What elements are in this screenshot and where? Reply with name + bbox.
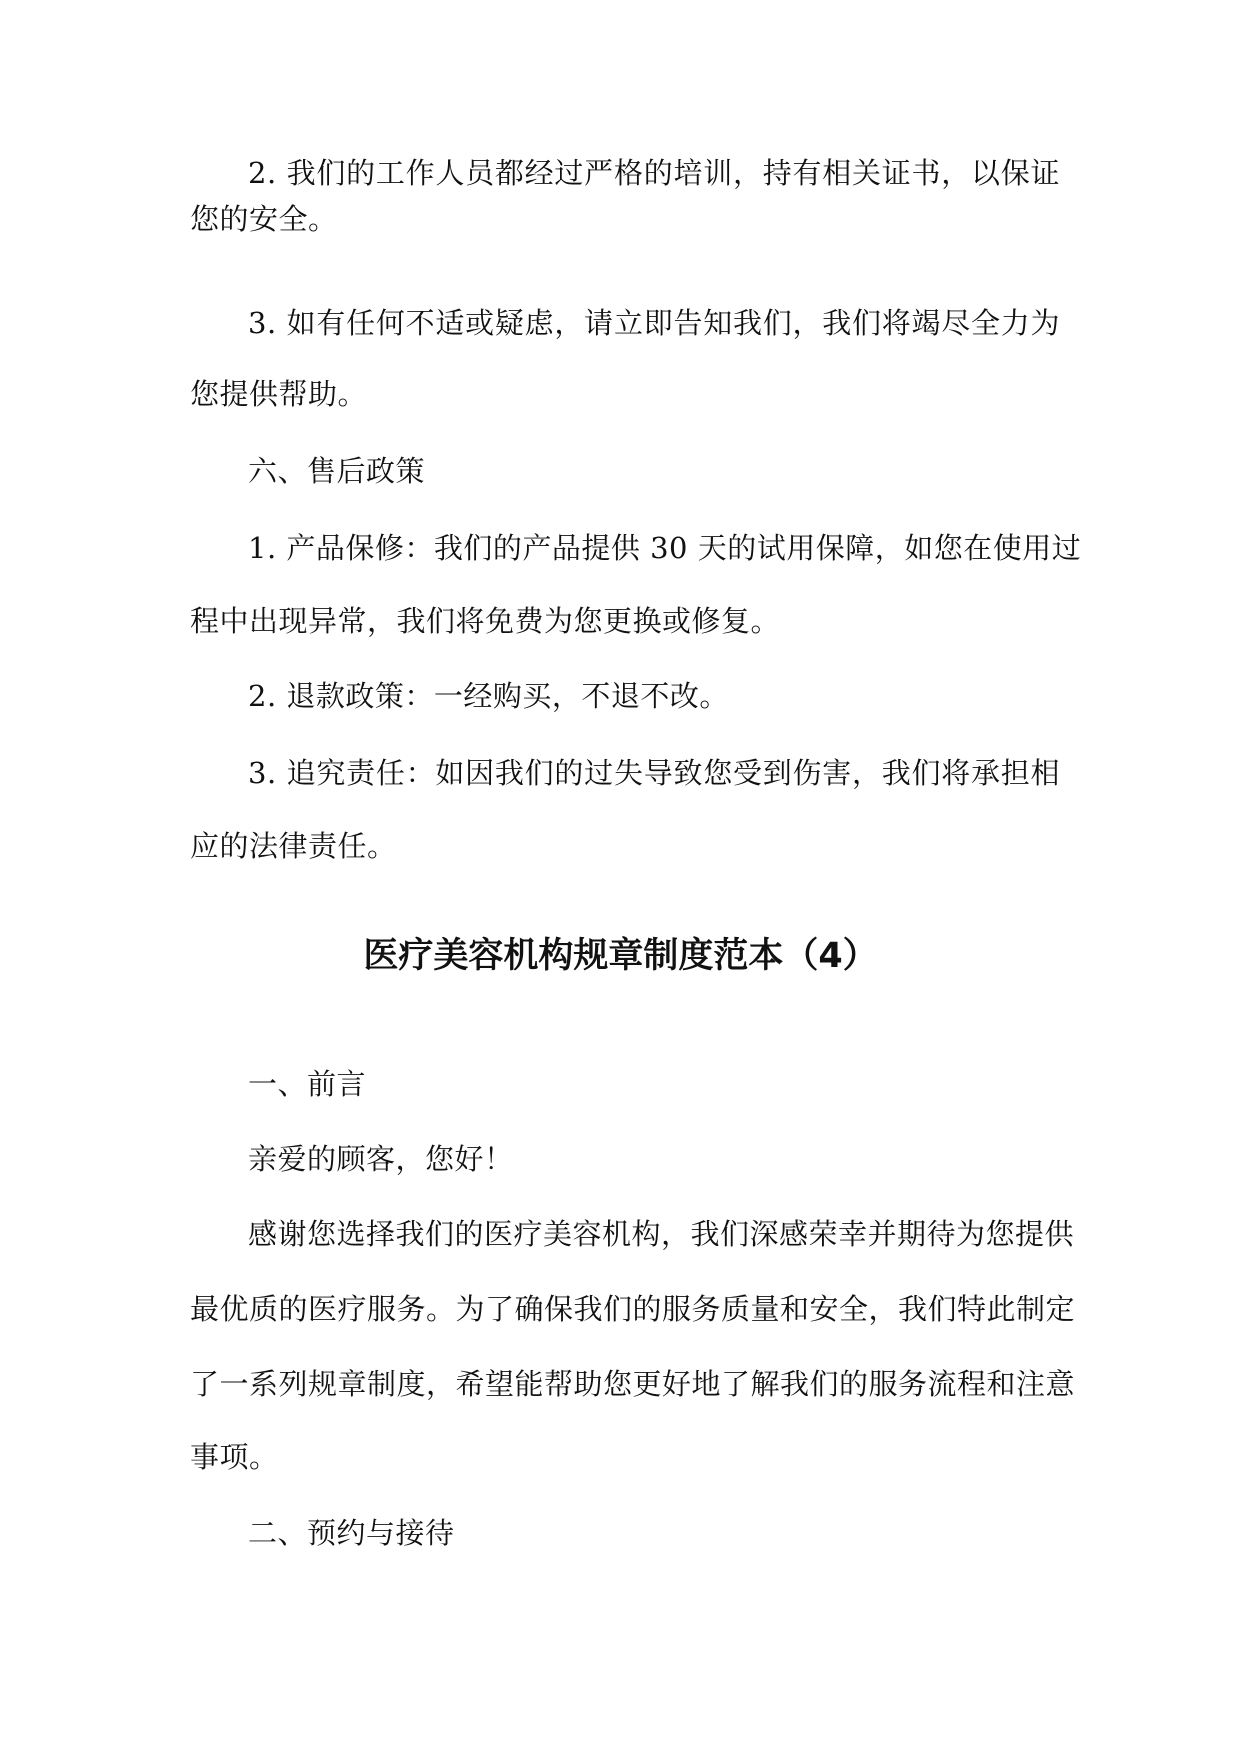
- paragraph-line: 亲爱的顾客，您好！: [248, 1142, 514, 1176]
- paragraph-line: 程中出现异常，我们将免费为您更换或修复。: [190, 604, 781, 638]
- paragraph-line: 2. 退款政策：一经购买，不退不改。: [248, 679, 729, 713]
- paragraph-line: 您的安全。: [190, 202, 338, 236]
- paragraph-line: 感谢您选择我们的医疗美容机构，我们深感荣幸并期待为您提供: [248, 1217, 1075, 1251]
- paragraph-line: 事项。: [190, 1440, 279, 1474]
- section-heading: 一、前言: [248, 1067, 367, 1101]
- paragraph-line: 应的法律责任。: [190, 829, 397, 863]
- section-heading: 二、预约与接待: [248, 1516, 455, 1550]
- paragraph-line: 您提供帮助。: [190, 377, 368, 411]
- section-heading: 六、售后政策: [248, 454, 426, 488]
- paragraph-line: 3. 如有任何不适或疑虑，请立即告知我们，我们将竭尽全力为: [248, 306, 1060, 340]
- paragraph-line: 2. 我们的工作人员都经过严格的培训，持有相关证书，以保证: [248, 156, 1060, 190]
- paragraph-line: 1. 产品保修：我们的产品提供 30 天的试用保障，如您在使用过: [248, 531, 1082, 565]
- paragraph-line: 3. 追究责任：如因我们的过失导致您受到伤害，我们将承担相: [248, 756, 1060, 790]
- paragraph-line: 了一系列规章制度，希望能帮助您更好地了解我们的服务流程和注意: [190, 1367, 1076, 1401]
- document-title: 医疗美容机构规章制度范本（4）: [363, 936, 878, 976]
- paragraph-line: 最优质的医疗服务。为了确保我们的服务质量和安全，我们特此制定: [190, 1292, 1076, 1326]
